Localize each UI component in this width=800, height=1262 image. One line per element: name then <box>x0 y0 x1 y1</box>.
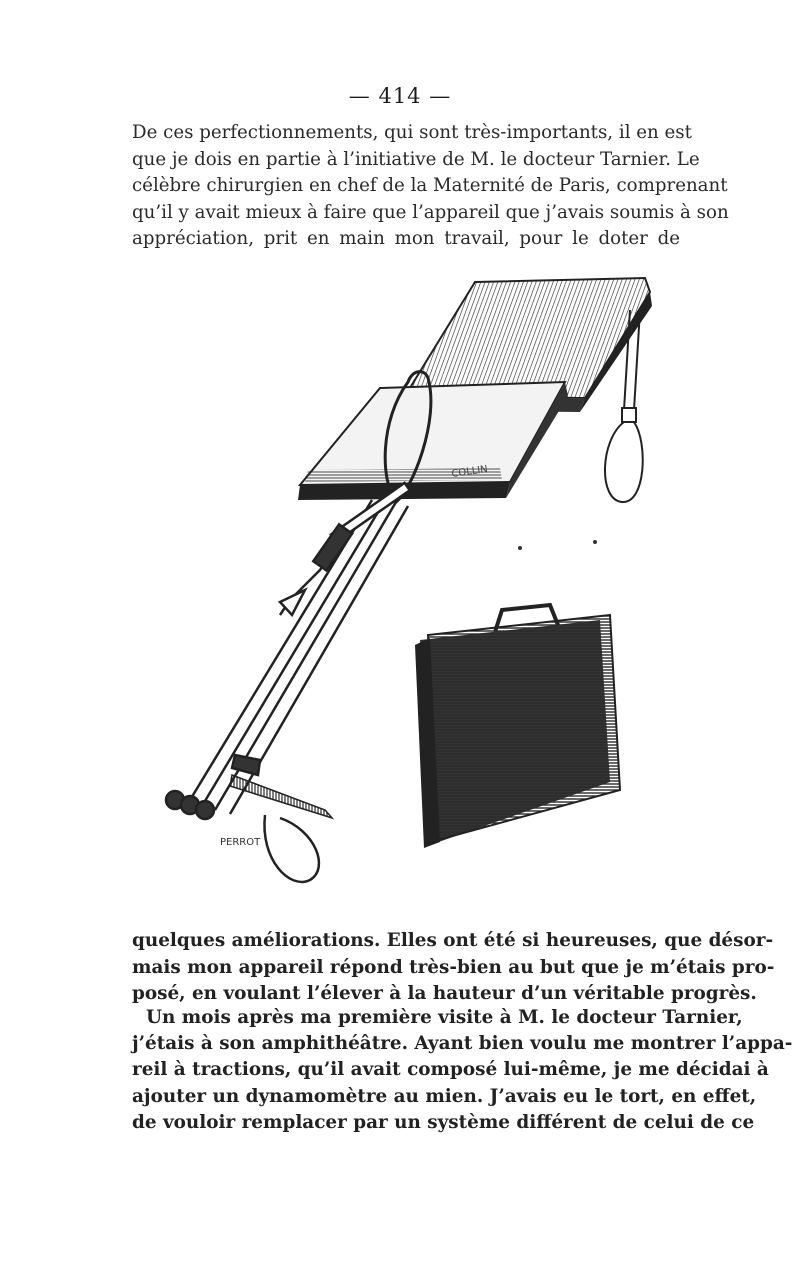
text-line: quelques améliorations. Elles ont été si heureuses, que désor- <box>132 930 774 951</box>
apparatus-engraving <box>140 270 660 910</box>
text-line: célèbre chirurgien en chef de la Maternité de Paris, comprenant <box>132 175 728 197</box>
text-line: de vouloir remplacer par un système différent de celui de ce <box>132 1111 755 1133</box>
text-line: Un mois après ma première visite à M. le docteur Tarnier, <box>146 1007 743 1028</box>
page-number: — 414 — <box>348 84 452 108</box>
text-line: j’étais à son amphithéâtre. Ayant bien voulu me montrer l’appa- <box>132 1033 793 1055</box>
lower-board <box>298 382 568 500</box>
carrying-case <box>415 605 620 848</box>
text-line: que je dois en partie à l’initiative de M. le docteur Tarnier. Le <box>132 148 700 170</box>
paragraph-top <box>132 120 729 253</box>
text-line: mais mon appareil répond très-bien au but que je m’étais pro- <box>132 956 775 978</box>
paragraph-bottom <box>132 1005 793 1136</box>
text-line: qu’il y avait mieux à faire que l’appareil que j’avais soumis à son <box>132 201 729 223</box>
engraver-signature: PERROT <box>220 837 261 848</box>
text-line: ajouter un dynamomètre au mien. J’avais eu le tort, en effet, <box>132 1085 757 1107</box>
text-line: reil à tractions, qu’il avait composé lui-même, je me décidai à <box>132 1059 769 1081</box>
paragraph-middle <box>132 928 775 1008</box>
board-inscription: COLLIN <box>450 464 489 480</box>
text-line: appréciation, prit en main mon travail, pour le doter de <box>132 228 680 250</box>
text-line: De ces perfectionnements, qui sont très-importants, il en est <box>132 122 692 143</box>
text-line: posé, en voulant l’élever à la hauteur d’un véritable progrès. <box>132 983 757 1004</box>
